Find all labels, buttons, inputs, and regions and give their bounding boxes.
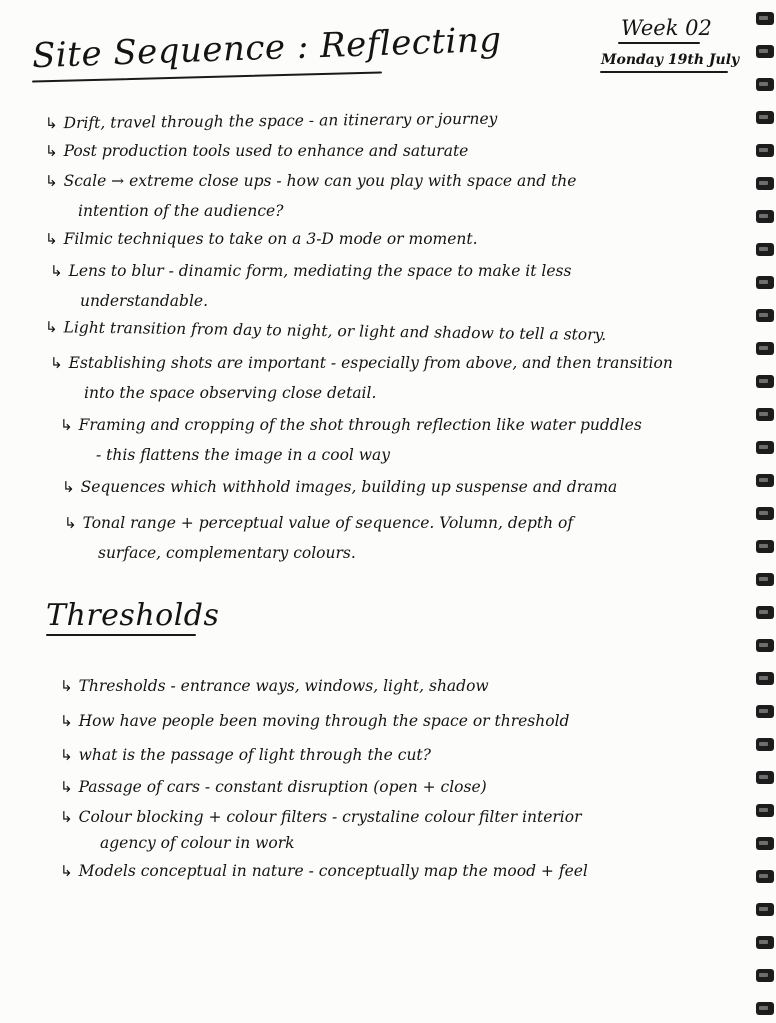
arrow-icon: ↳: [62, 478, 75, 496]
binding-ring: [756, 111, 774, 124]
arrow-icon: ↳: [60, 808, 73, 826]
note-text: Filmic techniques to take on a 3-D mode or moment.: [63, 230, 478, 248]
threshold-note-3: [60, 746, 431, 764]
binding-ring: [756, 738, 774, 751]
binding-ring: [756, 144, 774, 157]
threshold-note-5-cont: agency of colour in work: [100, 834, 295, 852]
note-text: Colour blocking + colour filters - crystaline colour filter interior: [78, 808, 582, 826]
note-text: Establishing shots are important - especially from above, and then transition: [68, 354, 673, 372]
date-underline: [600, 71, 728, 73]
binding-ring: [756, 804, 774, 817]
note-10: [64, 514, 573, 532]
binding-ring: [756, 573, 774, 586]
binding-ring: [756, 969, 774, 982]
note-text: Post production tools used to enhance and saturate: [63, 142, 469, 160]
binding-ring: [756, 837, 774, 850]
note-2: [45, 142, 468, 160]
binding-ring: [756, 606, 774, 619]
arrow-icon: ↳: [44, 114, 58, 133]
note-9: [62, 478, 617, 496]
section-heading-thresholds: Thresholds: [46, 598, 220, 633]
binding-ring: [756, 936, 774, 949]
arrow-icon: ↳: [64, 514, 77, 532]
binding-ring: [756, 705, 774, 718]
threshold-note-5: [60, 808, 582, 826]
note-10-cont: surface, complementary colours.: [98, 544, 356, 562]
note-text: Drift, travel through the space - an itinerary or journey: [63, 109, 498, 133]
binding-ring: [756, 639, 774, 652]
note-8: [60, 416, 642, 434]
note-3: [45, 172, 576, 190]
arrow-icon: ↳: [60, 862, 73, 880]
note-text: Framing and cropping of the shot through reflection like water puddles: [78, 416, 642, 434]
binding-ring: [756, 540, 774, 553]
note-text: Light transition from day to night, or light and shadow to tell a story.: [63, 318, 607, 344]
note-text: Scale → extreme close ups - how can you play with space and the: [63, 172, 577, 190]
threshold-note-1: [60, 677, 489, 695]
note-text: Lens to blur - dinamic form, mediating the space to make it less: [68, 262, 572, 280]
arrow-icon: ↳: [44, 318, 58, 337]
binding-ring: [756, 12, 774, 25]
binding-ring: [756, 507, 774, 520]
note-1: [45, 110, 498, 133]
note-3-cont: intention of the audience?: [78, 202, 284, 220]
arrow-icon: ↳: [45, 230, 58, 248]
binding-ring: [756, 408, 774, 421]
note-4: [45, 230, 478, 248]
week-label: Week 02: [621, 16, 712, 40]
threshold-note-2: [60, 712, 569, 730]
binding-ring: [756, 375, 774, 388]
note-8-cont: - this flattens the image in a cool way: [96, 446, 391, 464]
note-text: Passage of cars - constant disruption (open + close): [78, 778, 487, 796]
note-5-cont: understandable.: [80, 292, 209, 310]
note-text: Sequences which withhold images, building up suspense and drama: [80, 478, 618, 496]
note-6: [45, 318, 606, 344]
date-label: Monday 19th July: [601, 52, 740, 68]
binding-ring: [756, 177, 774, 190]
binding-ring: [756, 210, 774, 223]
arrow-icon: ↳: [60, 712, 73, 730]
note-text: Thresholds - entrance ways, windows, light, shadow: [78, 677, 489, 695]
arrow-icon: ↳: [60, 778, 73, 796]
binding-ring: [756, 474, 774, 487]
note-text: what is the passage of light through the cut?: [78, 746, 431, 764]
binding-ring: [756, 441, 774, 454]
binding-ring: [756, 1002, 774, 1015]
page-title: Site Sequence : Reflecting: [31, 19, 503, 77]
binding-ring: [756, 870, 774, 883]
arrow-icon: ↳: [60, 746, 73, 764]
binding-ring: [756, 78, 774, 91]
arrow-icon: ↳: [60, 677, 73, 695]
binding-ring: [756, 45, 774, 58]
note-text: Models conceptual in nature - conceptually map the mood + feel: [78, 862, 588, 880]
binding-ring: [756, 243, 774, 256]
threshold-note-6: [60, 862, 588, 880]
arrow-icon: ↳: [45, 172, 58, 190]
note-text: Tonal range + perceptual value of sequence. Volumn, depth of: [82, 514, 574, 532]
note-text: How have people been moving through the space or threshold: [78, 712, 570, 730]
binding-ring: [756, 903, 774, 916]
binding-ring: [756, 672, 774, 685]
threshold-note-4: [60, 778, 487, 796]
binding-ring: [756, 771, 774, 784]
week-underline: [618, 42, 700, 44]
binding-ring: [756, 276, 774, 289]
binding-ring: [756, 342, 774, 355]
arrow-icon: ↳: [45, 142, 58, 160]
note-7-cont: into the space observing close detail.: [84, 384, 377, 402]
arrow-icon: ↳: [60, 416, 73, 434]
arrow-icon: ↳: [50, 262, 63, 280]
spiral-binding: [754, 0, 776, 1023]
arrow-icon: ↳: [50, 354, 63, 372]
note-7: [50, 354, 673, 372]
note-5: [50, 262, 571, 280]
binding-ring: [756, 309, 774, 322]
heading-underline: [46, 634, 196, 636]
